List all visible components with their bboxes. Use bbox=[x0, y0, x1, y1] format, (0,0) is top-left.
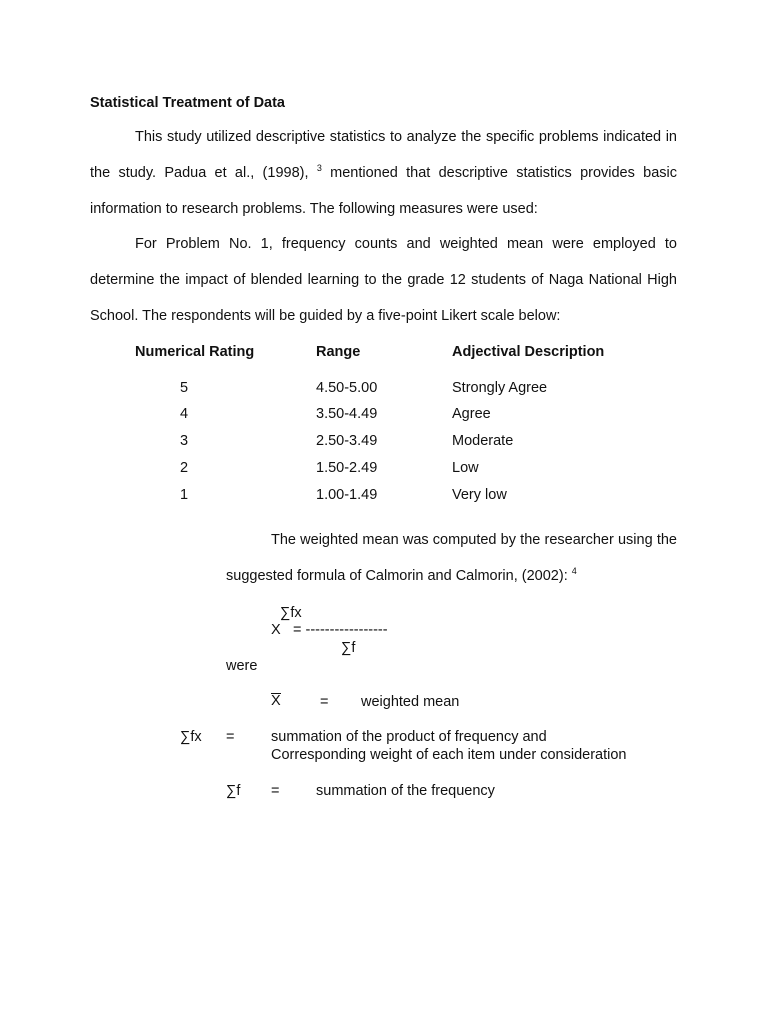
paragraph-weighted-mean bbox=[226, 522, 677, 594]
rating-cell: 4 bbox=[180, 406, 189, 422]
range-cell: 4.50-5.00 bbox=[316, 380, 378, 396]
table-header-range: Range bbox=[316, 344, 361, 360]
paragraph-text: This study utilized descriptive statistics to analyze the specific problems indicated in the study. Padua et al., (1998), bbox=[90, 129, 677, 181]
formula-numerator: ∑fx bbox=[280, 605, 302, 621]
definition-meaning: Corresponding weight of each item under consideration bbox=[271, 747, 627, 763]
section-heading: Statistical Treatment of Data bbox=[90, 95, 285, 111]
definition-equals: = bbox=[320, 694, 329, 710]
definition-symbol: ∑f bbox=[226, 783, 241, 799]
paragraph-text: mentioned that descriptive statistics provides basic information to research problems. The following measures were used: bbox=[90, 165, 678, 217]
rating-cell: 1 bbox=[180, 487, 189, 503]
rating-cell: 5 bbox=[180, 380, 189, 396]
range-cell: 3.50-4.49 bbox=[316, 406, 378, 422]
description-cell: Moderate bbox=[452, 433, 514, 449]
definition-meaning: summation of the product of frequency and bbox=[271, 729, 547, 745]
rating-cell: 3 bbox=[180, 433, 189, 449]
description-cell: Very low bbox=[452, 487, 507, 503]
definition-equals: = bbox=[226, 729, 235, 745]
footnote-ref: 3 bbox=[316, 163, 322, 173]
definition-symbol: ∑fx bbox=[180, 729, 202, 745]
definition-meaning: weighted mean bbox=[361, 694, 460, 710]
table-header-numerical-rating: Numerical Rating bbox=[135, 344, 255, 360]
definition-equals: = bbox=[271, 783, 280, 799]
paragraph-problem-1: For Problem No. 1, frequency counts and weighted mean were employed to determine the impact of blended learning to the grade 12 students of Naga National High School. The respondents will be guided by a five-point Likert scale below: bbox=[90, 236, 677, 324]
description-cell: Agree bbox=[452, 406, 491, 422]
description-cell: Strongly Agree bbox=[452, 380, 548, 396]
range-cell: 1.00-1.49 bbox=[316, 487, 378, 503]
were-label: were bbox=[226, 658, 258, 674]
rating-cell: 2 bbox=[180, 460, 189, 476]
formula-denominator: ∑f bbox=[341, 640, 356, 656]
definition-meaning: summation of the frequency bbox=[316, 783, 495, 799]
paragraph-text: The weighted mean was computed by the researcher using the suggested formula of Calmorin and Calmorin, (2002): bbox=[226, 532, 677, 584]
definition-symbol bbox=[271, 692, 281, 710]
description-cell: Low bbox=[452, 460, 479, 476]
x-bar-symbol: X bbox=[271, 693, 281, 709]
paragraph-descriptive-statistics bbox=[90, 119, 677, 227]
formula-fraction-line: = ----------------- bbox=[293, 622, 388, 638]
formula-lhs: X bbox=[271, 622, 281, 638]
footnote-ref: 4 bbox=[571, 566, 577, 576]
range-cell: 2.50-3.49 bbox=[316, 433, 378, 449]
table-header-adjectival-description: Adjectival Description bbox=[452, 344, 605, 360]
range-cell: 1.50-2.49 bbox=[316, 460, 378, 476]
